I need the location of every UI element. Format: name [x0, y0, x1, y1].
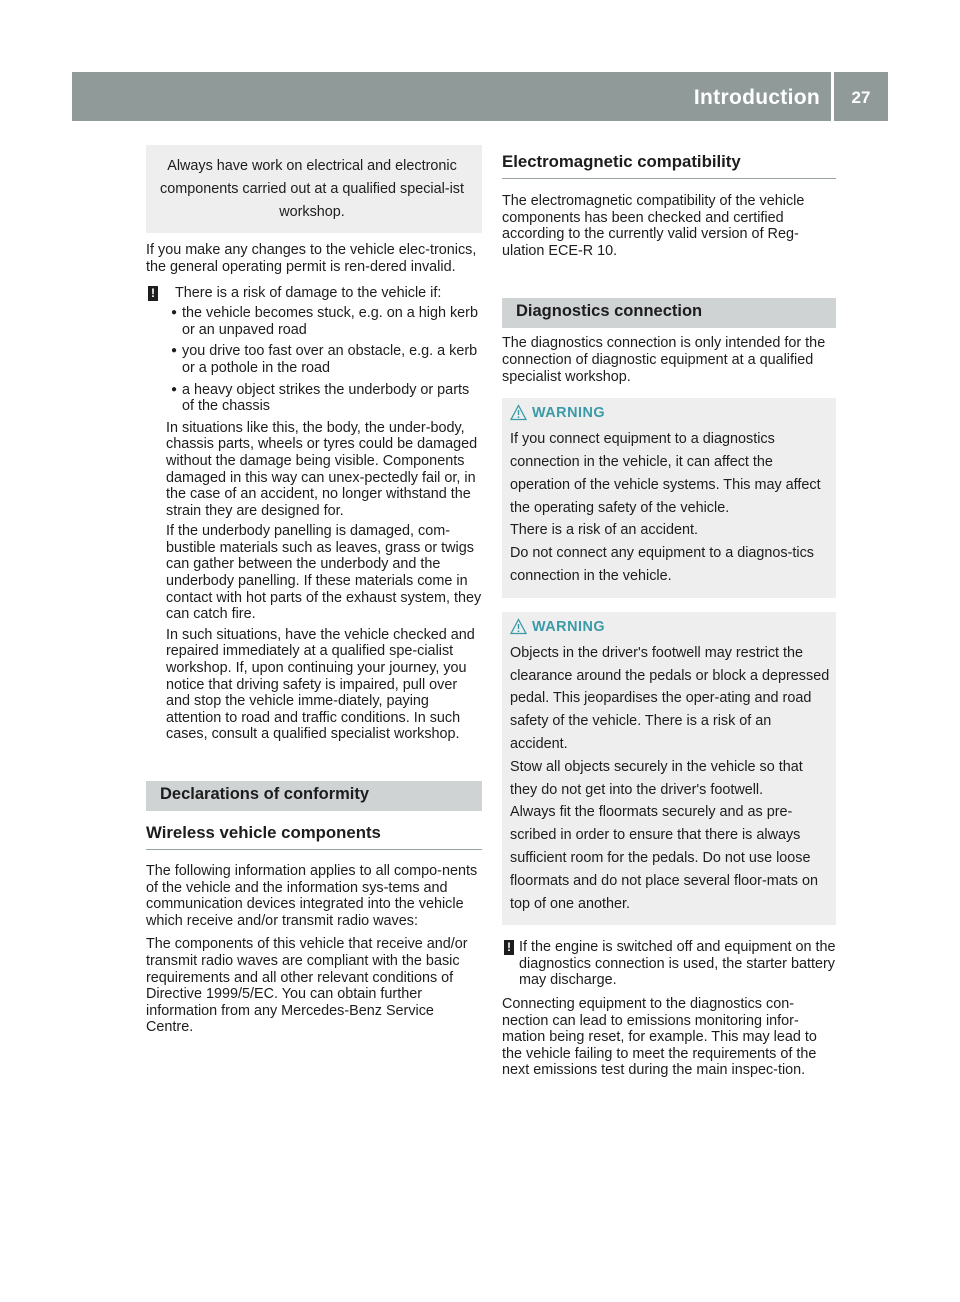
paragraph: The diagnostics connection is only intended for the connection of diagnostic equipment at a qualified specialist workshop. — [502, 335, 826, 385]
note-text: Always have work on electrical and electronic components carried out at a qualified special-ist workshop. — [160, 158, 464, 220]
bullet-icon: ● — [171, 383, 178, 395]
warning-text: There is a risk of an accident. — [510, 522, 698, 539]
damage-intro: There is a risk of damage to the vehicle if: — [175, 284, 442, 301]
right-column — [502, 145, 836, 1079]
paragraph: In situations like this, the body, the under-body, chassis parts, wheels or tyres could be damaged without the damage being visible. Components damaged in this way can unex-pectedly fail or, in the case of an accident, no longer withstand the strain they are designed for. — [166, 419, 478, 519]
bullet-icon: ● — [171, 345, 178, 357]
paragraph: The electromagnetic compatibility of the vehicle components has been checked and certified according to the currently valid version of Reg-ulation ECE-R 10. — [502, 193, 805, 259]
bullet-icon: ● — [171, 307, 178, 319]
engine-note: If the engine is switched off and equipment on the diagnostics connection is used, the starter battery may discharge. — [519, 939, 836, 989]
warning-triangle-icon — [510, 404, 527, 421]
emc-heading: Electromagnetic compatibility — [502, 145, 836, 179]
warning-text: If you connect equipment to a diagnostics connection in the vehicle, it can affect the operation of the vehicle systems. This may affect the operating safety of the vehicle. — [510, 431, 821, 516]
declarations-heading: Declarations of conformity — [146, 781, 482, 811]
paragraph: Connecting equipment to the diagnostics con-nection can lead to emissions monitoring infor-mation being reset, for example. This may lead to the vehicle failing to meet the requirements of the next emissions test during the main inspec-tion. — [502, 996, 817, 1079]
warning-box — [502, 398, 836, 598]
paragraph: If you make any changes to the vehicle elec-tronics, the general operating permit is ren-dered invalid. — [146, 242, 477, 275]
wireless-heading: Wireless vehicle components — [146, 823, 482, 850]
warning-text: Do not connect any equipment to a diagnos-tics connection in the vehicle. — [510, 545, 814, 584]
exclamation-icon: ! — [504, 940, 514, 955]
paragraph: In such situations, have the vehicle checked and repaired immediately at a qualified spe-cialist workshop. If, upon continuing your journey, you notice that driving safety is impaired, pull over and stop the vehicle imme-diately, paying attention to road and traffic conditions. In such cases, consult a qualified specialist workshop. — [166, 626, 475, 743]
engine-notice — [502, 939, 836, 989]
list-item: ● the vehicle becomes stuck, e.g. on a high kerb or an unpaved road — [171, 305, 478, 338]
warning-box — [502, 612, 836, 926]
warning-text: Always fit the floormats securely and as pre-scribed in order to ensure that there is always sufficient room for the pedals. Do not use loose floormats and do not place several floor-mats on top of one another. — [510, 804, 818, 912]
warning-text: Objects in the driver's footwell may restrict the clearance around the pedals or block a depressed pedal. This jeopardises the oper-ating and road safety of the vehicle. There is a risk of an accident. — [510, 644, 830, 752]
damage-notice — [146, 285, 482, 302]
left-column — [146, 145, 482, 1036]
note-box — [146, 145, 482, 233]
warning-triangle-icon — [510, 618, 527, 635]
exclamation-icon: ! — [148, 286, 158, 301]
list-item: ● you drive too fast over an obstacle, e.g. a kerb or a pothole in the road — [171, 343, 478, 376]
list-item: ● a heavy object strikes the underbody or parts of the chassis — [171, 381, 470, 415]
paragraph: The components of this vehicle that receive and/or transmit radio waves are compliant with the basic requirements and all other relevant conditions of Directive 1999/5/EC. You can obtain further information from any Mercedes-Benz Service Centre. — [146, 936, 468, 1036]
warning-title: WARNING — [510, 402, 830, 424]
damage-list — [146, 305, 482, 415]
warning-text: Stow all objects securely in the vehicle so that they do not get into the driver's footwell. — [510, 758, 803, 798]
paragraph: The following information applies to all compo-nents of the vehicle and the information sys-tems and communication devices integrated into the vehicle which receive and/or transmit radio waves: — [146, 863, 478, 929]
page-header — [72, 72, 888, 121]
chapter-title: Introduction — [693, 86, 820, 109]
paragraph: If the underbody panelling is damaged, com-bustible materials such as leaves, grass or twigs can gather between the underbody and the underbody panelling. If these materials come in contact with hot parts of the exhaust system, they can catch fire. — [166, 523, 482, 623]
damage-details — [146, 420, 482, 743]
diagnostics-heading: Diagnostics connection — [502, 298, 836, 328]
warning-title: WARNING — [510, 616, 830, 638]
page-number: 27 — [851, 88, 871, 107]
